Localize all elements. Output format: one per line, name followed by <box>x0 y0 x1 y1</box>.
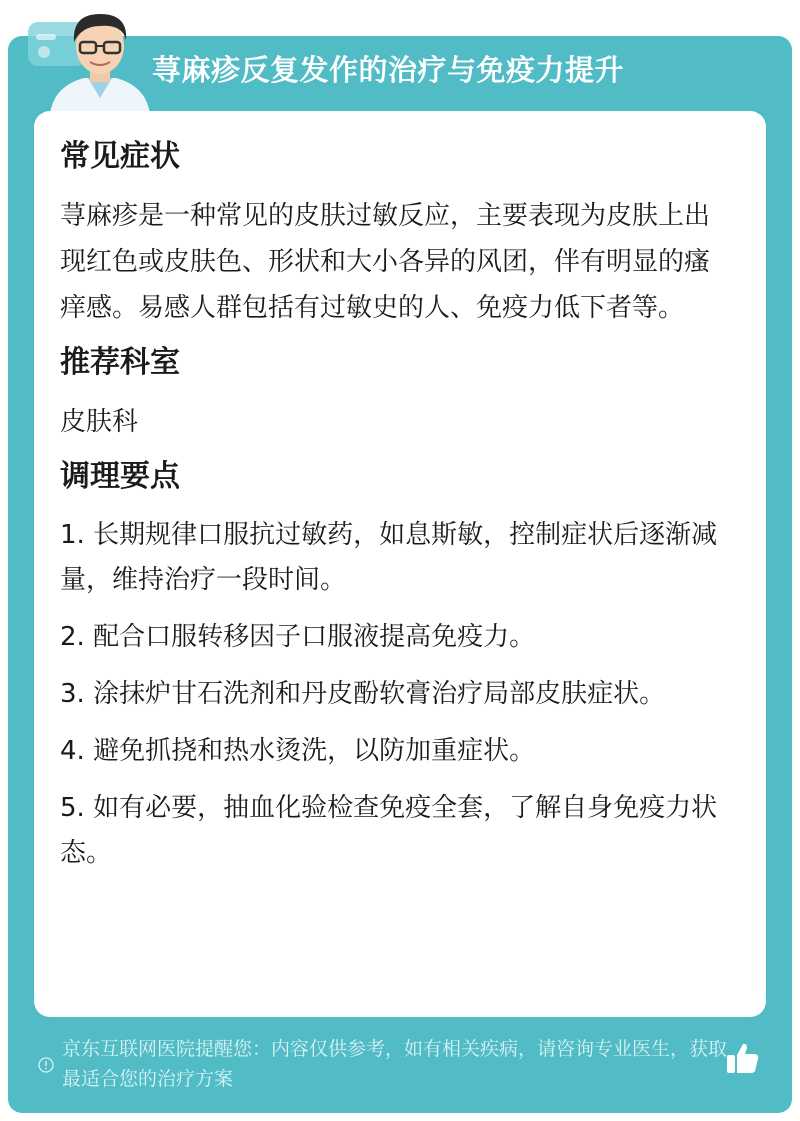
symptoms-text: 荨麻疹是一种常见的皮肤过敏反应，主要表现为皮肤上出现红色或皮肤色、形状和大小各异的风团，伴有明显的瘙痒感。易感人群包括有过敏史的人、免疫力低下者等。 <box>60 201 711 323</box>
care-section <box>60 455 730 876</box>
care-item: 3. 涂抹炉甘石洗剂和丹皮酚软膏治疗局部皮肤症状。 <box>60 679 666 709</box>
symptoms-section <box>60 135 730 331</box>
department-section <box>60 341 730 445</box>
footer <box>0 1030 800 1100</box>
department-text: 皮肤科 <box>60 407 139 437</box>
care-item: 2. 配合口服转移因子口服液提高免疫力。 <box>60 622 536 652</box>
care-item: 4. 避免抓挠和热水烫洗，以防加重症状。 <box>60 736 536 766</box>
thumbs-up-icon[interactable] <box>724 1040 760 1076</box>
content-card <box>34 111 766 1017</box>
content-body <box>60 135 730 888</box>
care-heading: 调理要点 <box>60 459 180 494</box>
symptoms-heading: 常见症状 <box>60 139 180 174</box>
department-heading: 推荐科室 <box>60 345 180 380</box>
page-title: 荨麻疹反复发作的治疗与免疫力提升 <box>152 53 625 87</box>
info-icon <box>38 1057 54 1073</box>
care-item: 1. 长期规律口服抗过敏药，如息斯敏，控制症状后逐渐减量，维持治疗一段时间。 <box>60 520 718 595</box>
doctor-avatar-icon <box>44 6 156 114</box>
care-item: 5. 如有必要，抽血化验检查免疫全套，了解自身免疫力状态。 <box>60 793 718 868</box>
footer-notice: 京东互联网医院提醒您：内容仅供参考，如有相关疾病，请咨询专业医生，获取最适合您的治疗方案 <box>62 1038 728 1090</box>
